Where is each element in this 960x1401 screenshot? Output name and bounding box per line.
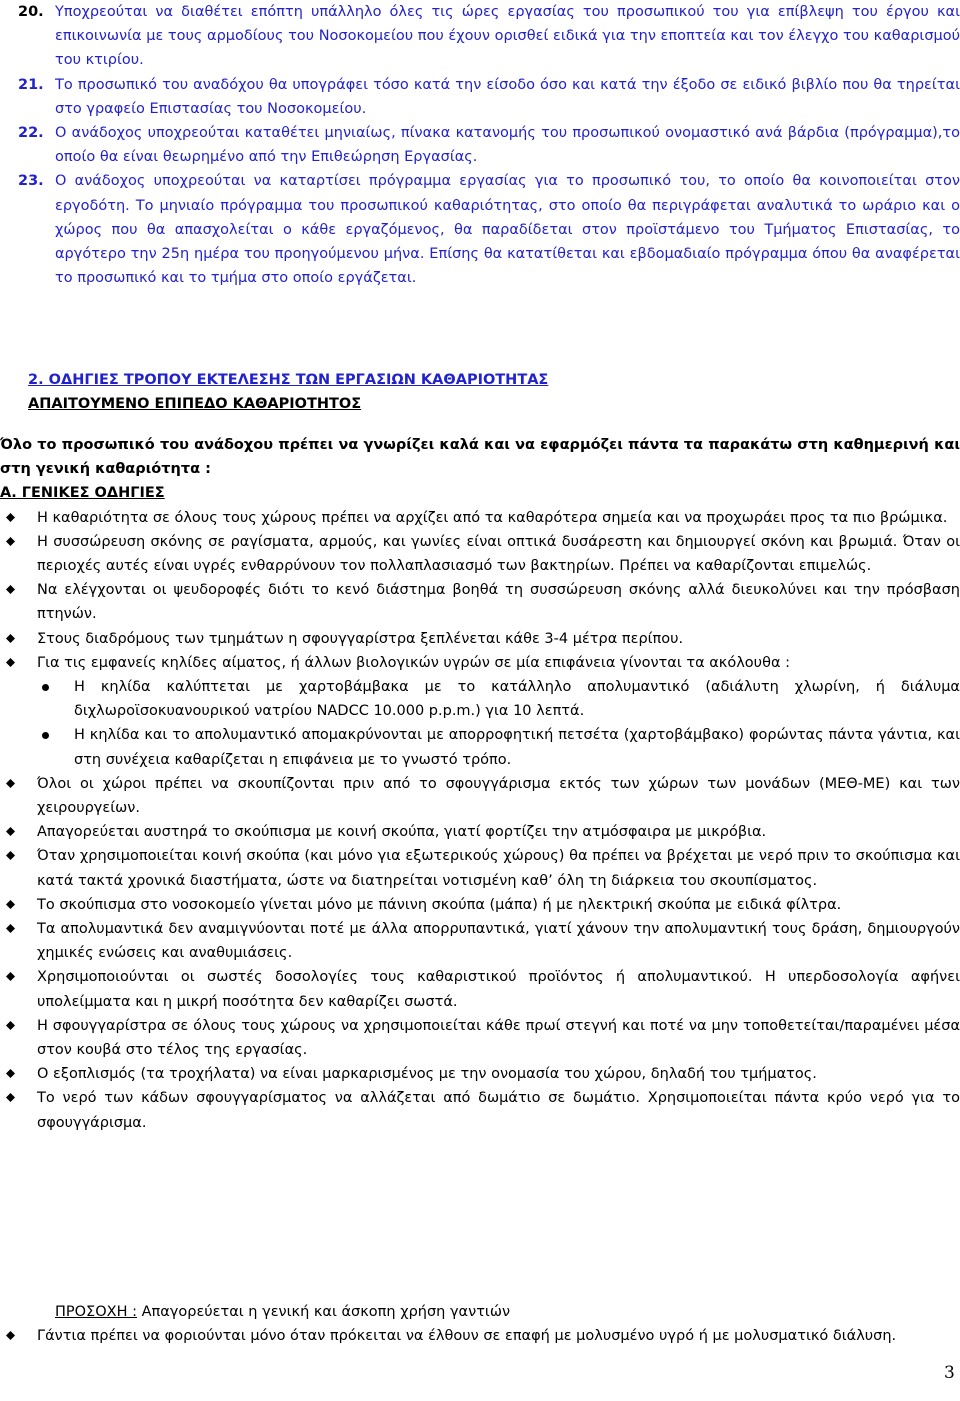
attention-text: Απαγορεύεται η γενική και άσκοπη χρήση γαντιών [141, 1304, 511, 1320]
section-heading [28, 368, 548, 416]
attention-block [0, 1300, 960, 1348]
list-item: Χρησιμοποιούνται οι σωστές δοσολογίες τους καθαριστικού προϊόντος ή απολυμαντικού. Η υπερδοσολογία αφήνει υπολείμματα και η μικρή ποσότητα δεν καθαρίζει σωστά. [0, 965, 960, 1013]
list-item: Γάντια πρέπει να φοριούνται μόνο όταν πρόκειται να έλθουν σε επαφή με μολυσμένο υγρό ή με μολυσματικό διάλυση. [0, 1324, 960, 1348]
subheading: Α. ΓΕΝΙΚΕΣ ΟΔΗΓΙΕΣ [0, 485, 165, 502]
diamond-bullet-icon [6, 900, 15, 909]
list-item: Τα απολυμαντικά δεν αναμιγνύονται ποτέ με άλλα απορρυπαντικά, γιατί χάνουν την απολυμαντική τους δράση, δημιουργούν χημικές ενώσεις και αναθυμιάσεις. [0, 917, 960, 965]
dot-bullet-icon [42, 684, 49, 691]
diamond-bullet-icon [6, 513, 15, 522]
list-item: Το σκούπισμα στο νοσοκομείο γίνεται μόνο με πάνινη σκούπα (μάπα) ή με ηλεκτρική σκούπα με ειδικά φίλτρα. [0, 893, 960, 917]
dot-bullet-icon [42, 732, 49, 739]
diamond-bullet-icon [6, 972, 15, 981]
diamond-bullet-icon [6, 585, 15, 594]
list-item: Να ελέγχονται οι ψευδοροφές διότι το κενό διάστημα βοηθά τη συσσώρευση σκόνης αλλά διευκολύνει και την πρόσβαση πτηνών. [0, 578, 960, 626]
diamond-bullet-icon [6, 1021, 15, 1030]
list-item: Η καθαριότητα σε όλους τους χώρους πρέπει να αρχίζει από τα καθαρότερα σημεία και να προχωράει προς τα πιο βρώμικα. [0, 506, 960, 530]
list-item: 23. Ο ανάδοχος υποχρεούται να καταρτίσει πρόγραμμα εργασίας για το προσωπικό του, το οποίο θα κοινοποιείται στον εργοδότη. Το μηνιαίο πρόγραμμα του προσωπικού καθαριότητας, στο οποίο θα περιγράφεται αναλυτικά το ωράριο και ο χώρος που θα απασχολείται ο κάθε εργαζόμενος, θα παραδίδεται στον προϊστάμενο του Τμήματος Επιστασίας, το αργότερο την 25η ημέρα του προηγούμενου μήνα. Επίσης θα κατατίθεται και εβδομαδιαίο πρόγραμμα όπου θα αναφέρεται το προσωπικό και το τμήμα στο οποίο εργάζεται. [18, 173, 960, 287]
list-item: Απαγορεύεται αυστηρά το σκούπισμα με κοινή σκούπα, γιατί φορτίζει την ατμόσφαιρα με μικρόβια. [0, 820, 960, 844]
bullet-list-2 [0, 772, 960, 1135]
diamond-bullet-icon [6, 1331, 15, 1340]
list-item: Όλοι οι χώροι πρέπει να σκουπίζονται πριν από το σφουγγάρισμα εκτός των χώρων των μονάδων (ΜΕΘ-ΜΕ) και των χειρουργείων. [0, 772, 960, 820]
diamond-bullet-icon [6, 658, 15, 667]
list-item: 21. Το προσωπικό του αναδόχου θα υπογράφει τόσο κατά την είσοδο όσο και κατά την έξοδο σε ειδικό βιβλίο που θα τηρείται στο γραφείο Επιστασίας του Νοσοκομείου. [18, 76, 960, 117]
bullet-list [0, 506, 960, 675]
list-item: 22. Ο ανάδοχος υποχρεούται καταθέτει μηνιαίως, πίνακα κατανομής του προσωπικού ονομαστικό ανά βάρδια (πρόγραμμα),το οποίο θα είναι θεωρημένο από την Επιθεώρηση Εργασίας. [18, 125, 960, 166]
list-item: Η σφουγγαρίστρα σε όλους τους χώρους να χρησιμοποιείται κάθε πρωί στεγνή και ποτέ να μην τοποθετείται/παραμένει μέσα στον κουβά στο τέλος της εργασίας. [0, 1014, 960, 1062]
heading-line-2: ΑΠΑΙΤΟΥΜΕΝΟ ΕΠΙΠΕΔΟ ΚΑΘΑΡΙΟΤΗΤΟΣ [28, 396, 362, 413]
intro-text: Όλο το προσωπικό του ανάδοχου πρέπει να γνωρίζει καλά και να εφαρμόζει πάντα τα παρακάτω στη καθημερινή και στη γενική καθαριότητα : [0, 437, 960, 478]
list-item: Η συσσώρευση σκόνης σε ραγίσματα, αρμούς, και γωνίες είναι οπτικά δυσάρεστη και δημιουργεί σκόνη και βρωμιά. Όταν οι περιοχές αυτές είναι υγρές ενθαρρύνουν τον πολλαπλασιασμό των βακτηρίων. Πρέπει να καθαρίζονται επιμελώς. [0, 530, 960, 578]
list-item: Για τις εμφανείς κηλίδες αίματος, ή άλλων βιολογικών υγρών σε μία επιφάνεια γίνονται τα ακόλουθα : [0, 651, 960, 675]
attention-line [0, 1300, 960, 1324]
list-item: Η κηλίδα καλύπτεται με χαρτοβάμβακα με το κατάλληλο απολυμαντικό (αδιάλυτη χλωρίνη, ή διάλυμα διχλωροϊσοκυανουρικού νατρίου NADCC 10.000 p.p.m.) για 10 λεπτά. [0, 675, 960, 723]
list-item: Η κηλίδα και το απολυμαντικό απομακρύνονται με απορροφητική πετσέτα (χαρτοβάμβακο) φορώντας πάντα γάντια, και στη συνέχεια καθαρίζεται η επιφάνεια με το γνωστό τρόπο. [0, 723, 960, 771]
list-item: Το νερό των κάδων σφουγγαρίσματος να αλλάζεται από δωμάτιο σε δωμάτιο. Χρησιμοποιείται πάντα κρύο νερό για το σφουγγάρισμα. [0, 1086, 960, 1134]
diamond-bullet-icon [6, 924, 15, 933]
list-item: Ο εξοπλισμός (τα τροχήλατα) να είναι μαρκαρισμένος με την ονομασία του χώρου, δηλαδή του τμήματος. [0, 1062, 960, 1086]
list-item: Στους διαδρόμους των τμημάτων η σφουγγαρίστρα ξεπλένεται κάθε 3-4 μέτρα περίπου. [0, 627, 960, 651]
general-instructions [0, 433, 960, 1135]
list-item: 20. Υποχρεούται να διαθέτει επόπτη υπάλληλο όλες τις ώρες εργασίας του προσωπικού του για επίβλεψη του έργου και επικοινωνία με τους αρμοδίους του Νοσοκομείου που έχουν ορισθεί ειδικά για την εποπτεία και τον έλεγχο του καθαρισμού του κτιρίου. [18, 4, 960, 69]
sub-bullet-list [0, 675, 960, 772]
numbered-list [18, 0, 960, 290]
attention-list [0, 1324, 960, 1348]
page-number: 3 [944, 1363, 955, 1383]
diamond-bullet-icon [6, 634, 15, 643]
list-item: Όταν χρησιμοποιείται κοινή σκούπα (και μόνο για εξωτερικούς χώρους) θα πρέπει να βρέχεται με νερό πριν το σκούπισμα και κατά τακτά χρονικά διαστήματα, ώστε να διατηρείται νοτισμένη καθ’ όλη τη διάρκεια του σκουπίσματος. [0, 844, 960, 892]
diamond-bullet-icon [6, 1069, 15, 1078]
diamond-bullet-icon [6, 537, 15, 546]
diamond-bullet-icon [6, 1093, 15, 1102]
diamond-bullet-icon [6, 827, 15, 836]
diamond-bullet-icon [6, 851, 15, 860]
heading-line-1: 2. ΟΔΗΓΙΕΣ ΤΡΟΠΟΥ ΕΚΤΕΛΕΣΗΣ ΤΩΝ ΕΡΓΑΣΙΩΝ ΚΑΘΑΡΙΟΤΗΤΑΣ [28, 372, 549, 388]
diamond-bullet-icon [6, 779, 15, 788]
attention-label: ΠΡΟΣΟΧΗ : [55, 1304, 137, 1320]
